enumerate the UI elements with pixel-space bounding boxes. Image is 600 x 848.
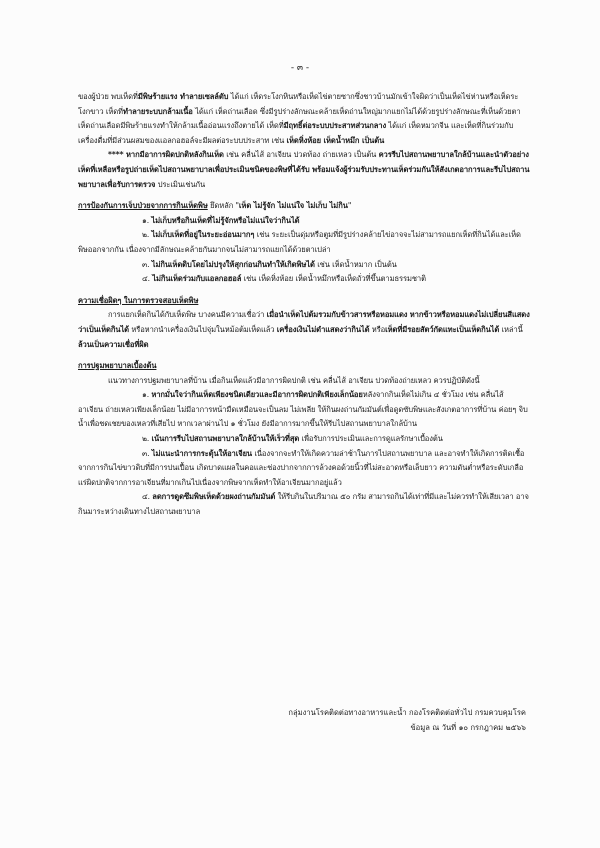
footer-date: ข้อมูล ณ วันที่ ๑๐ กรกฎาคม ๒๕๖๖ bbox=[410, 723, 526, 732]
warning-paragraph: **** หากมีอาการผิดปกติหลังกินเห็ด เช่น คลื่นไส้ อาเจียน ปวดท้อง ถ่ายเหลว เป็นต้น ควรรีบไปสถานพยาบาลใกล้บ้านและนำตัวอย่างเห็ดที่เหลือหรือรูปถ่ายเห็ดไปสถานพยาบาลเพื่อประเมินชนิดของพิษที่ได้รับ พร้อมแจ้งผู้ร่วมรับประทานเห็ดร่วมกันให้สังเกตอาการและรีบไปสถานพยาบาลเพื่อรับการตรวจ ประเมินเช่นกัน bbox=[78, 150, 530, 189]
prevention-item-1: ๑. ไม่เก็บหรือกินเห็ดที่ไม่รู้จักหรือไม่แน่ใจว่ากินได้ bbox=[142, 215, 300, 225]
document-body bbox=[78, 90, 530, 520]
footer-organization: กลุ่มงานโรคติดต่อทางอาหารและน้ำ กองโรคติดต่อทั่วไป กรมควบคุมโรค bbox=[288, 708, 526, 717]
misbelief-heading: ความเชื่อผิดๆ ในการตรวจสอบเห็ดพิษ bbox=[78, 295, 199, 305]
firstaid-item-2: ๒. เน้นการรีบไปสถานพยาบาลใกล้บ้านให้เร็วที่สุด เพื่อรับการประเมินและการดูแลรักษาเบื้องต้น bbox=[142, 434, 443, 444]
prevention-heading: การป้องกันการเจ็บป่วยจากการกินเห็ดพิษ ยึดหลัก "เห็ด ไม่รู้จัก ไม่แน่ใจ ไม่เก็บ ไม่กิน" bbox=[78, 201, 352, 211]
toxic-mushroom-types-paragraph: ของผู้ป่วย พบเห็ดที่มีพิษร้ายแรง ทำลายเซลล์ตับ ได้แก่ เห็ดระโงกหินหรือเห็ดไข่ตายซากซึ่งชาวบ้านมักเข้าใจผิดว่าเป็นเห็ดไข่ห่านหรือเห็ดระโงกขาว เห็ดที่ทำลายระบบกล้ามเนื้อ ได้แก่ เห็ดถ่านเลือด ซึ่งมีรูปร่างลักษณะคล้ายเห็ดถ่านใหญ่มากแยกไม่ได้ด้วยรูปร่างลักษณะที่เห็นด้วยตา เห็ดถ่านเลือดมีพิษร้ายแรงทำให้กล้ามเนื้ออ่อนแรงถึงตายได้ เห็ดที่มีฤทธิ์ต่อระบบประสาทส่วนกลาง ได้แก่ เห็ดหมวกจีน และเห็ดที่กินร่วมกับเครื่องดื่มที่มีส่วนผสมของแอลกอฮอล์จะมีผลต่อระบบประสาท เช่น เห็ดหิ่งห้อย เห็ดน้ำหมึก เป็นต้น bbox=[78, 92, 521, 145]
page-number: - ๓ - bbox=[290, 63, 310, 73]
muscle-toxin-phrase: ทำลายระบบกล้ามเนื้อ bbox=[122, 106, 193, 116]
misbelief-paragraph: การแยกเห็ดกินได้กับเห็ดพิษ บางคนมีความเชื่อว่า เมื่อนำเห็ดไปต้มรวมกับข้าวสารหรือหอมแดง หากข้าวหรือหอมแดงไม่เปลี่ยนสีแสดงว่าเป็นเห็ดกินได้ หรือหากนำเครื่องเงินไปจุ่มในหม้อต้มเห็ดแล้ว เครื่องเงินไม่ดำแสดงว่ากินได้ หรือเห็ดที่มีรอยสัตว์กัดแทะเป็นเห็ดกินได้ เหล่านี้ล้วนเป็นความเชื่อที่ผิด bbox=[78, 310, 530, 349]
firstaid-intro: แนวทางการปฐมพยาบาลที่บ้าน เมื่อกินเห็ดแล้วมีอาการผิดปกติ เช่น คลื่นไส้ อาเจียน ปวดท้องถ่ายเหลว ควรปฏิบัติดังนี้ bbox=[108, 375, 480, 385]
firstaid-item-3: ๓. ไม่แนะนำการกระตุ้นให้อาเจียน เนื่องจากจะทำให้เกิดความล่าช้าในการไปสถานพยาบาล และอาจทำให้เกิดการติดเชื้อจากการกินไข่ขาวดิบที่มีการปนเปื้อน เกิดบาดแผลในคอและช่องปากจากการล้วงคอด้วยนิ้วที่ไม่สะอาดหรือเล็บยาว ความดันต่ำหรือระดับเกลือแร่ผิดปกติจากการอาเจียนที่มากเกินไปเนื่องจากพิษจากเห็ดทำให้อาเจียนมากอยู่แล้ว bbox=[78, 448, 525, 487]
neuro-toxin-phrase: มีฤทธิ์ต่อระบบประสาทส่วนกลาง bbox=[283, 121, 387, 131]
prevention-motto: เห็ด ไม่รู้จัก ไม่แน่ใจ ไม่เก็บ ไม่กิน bbox=[238, 201, 348, 211]
prevention-item-2: ๒. ไม่เก็บเห็ดที่อยู่ในระยะอ่อนมากๆ เช่น ระยะเป็นดุ่มหรือตูมที่มีรูปร่างคล้ายไข่อาจจะไม่สามารถแยกเห็ดที่กินได้และเห็ดพิษออกจากกัน เนื่องจากมีลักษณะคล้ายกันมากจนไม่สามารถแยกได้ด้วยตาเปล่า bbox=[78, 230, 521, 254]
prevention-item-4: ๔. ไม่กินเห็ดร่วมกับแอลกอฮอล์ เช่น เห็ดหิ่งห้อย เห็ดน้ำหมึกหรือเห็ดถั่วที่ขึ้นตามธรรมชาติ bbox=[142, 274, 426, 284]
firstaid-item-1: ๑. หากมั่นใจว่ากินเห็ดเพียงชนิดเดียวและมีอาการผิดปกติเพียงเล็กน้อยหลังจากกินเห็ดไม่เกิน ๔ ชั่วโมง เช่น คลื่นไส้ อาเจียน ถ่ายเหลวเพียงเล็กน้อย ไม่มีอาการหน้ามืดเหมือนจะเป็นลม ไม่เพลีย ให้กินผงถ่านกัมมันต์เพื่อดูดซับพิษและสังเกตอาการที่บ้าน ค่อยๆ จิบน้ำเพื่อชดเชยของเหลวที่เสียไป หากเวลาผ่านไป ๑ ชั่วโมง ยังมีอาการมากขึ้นให้รีบไปสถานพยาบาลใกล้บ้าน bbox=[78, 390, 528, 429]
liver-toxin-phrase: มีพิษร้ายแรง ทำลายเซลล์ตับ bbox=[137, 92, 229, 101]
firstaid-heading: การปฐมพยาบาลเบื้องต้น bbox=[78, 361, 157, 371]
firstaid-item-4: ๔. ลดการดูดซึมพิษเห็ดด้วยผงถ่านกัมมันต์ ให้รีบกินในปริมาณ ๕๐ กรัม สามารถกินได้เท่าที่มีและไม่ควรทำให้เสียเวลา อาจกินมาระหว่างเดินทางไปสถานพยาบาล bbox=[78, 492, 529, 517]
document-footer bbox=[126, 705, 526, 735]
prevention-item-3: ๓. ไม่กินเห็ดดิบโดยไม่ปรุงให้สุกก่อนกินทำให้เกิดพิษได้ เช่น เห็ดน้ำหมาก เป็นต้น bbox=[142, 259, 397, 269]
